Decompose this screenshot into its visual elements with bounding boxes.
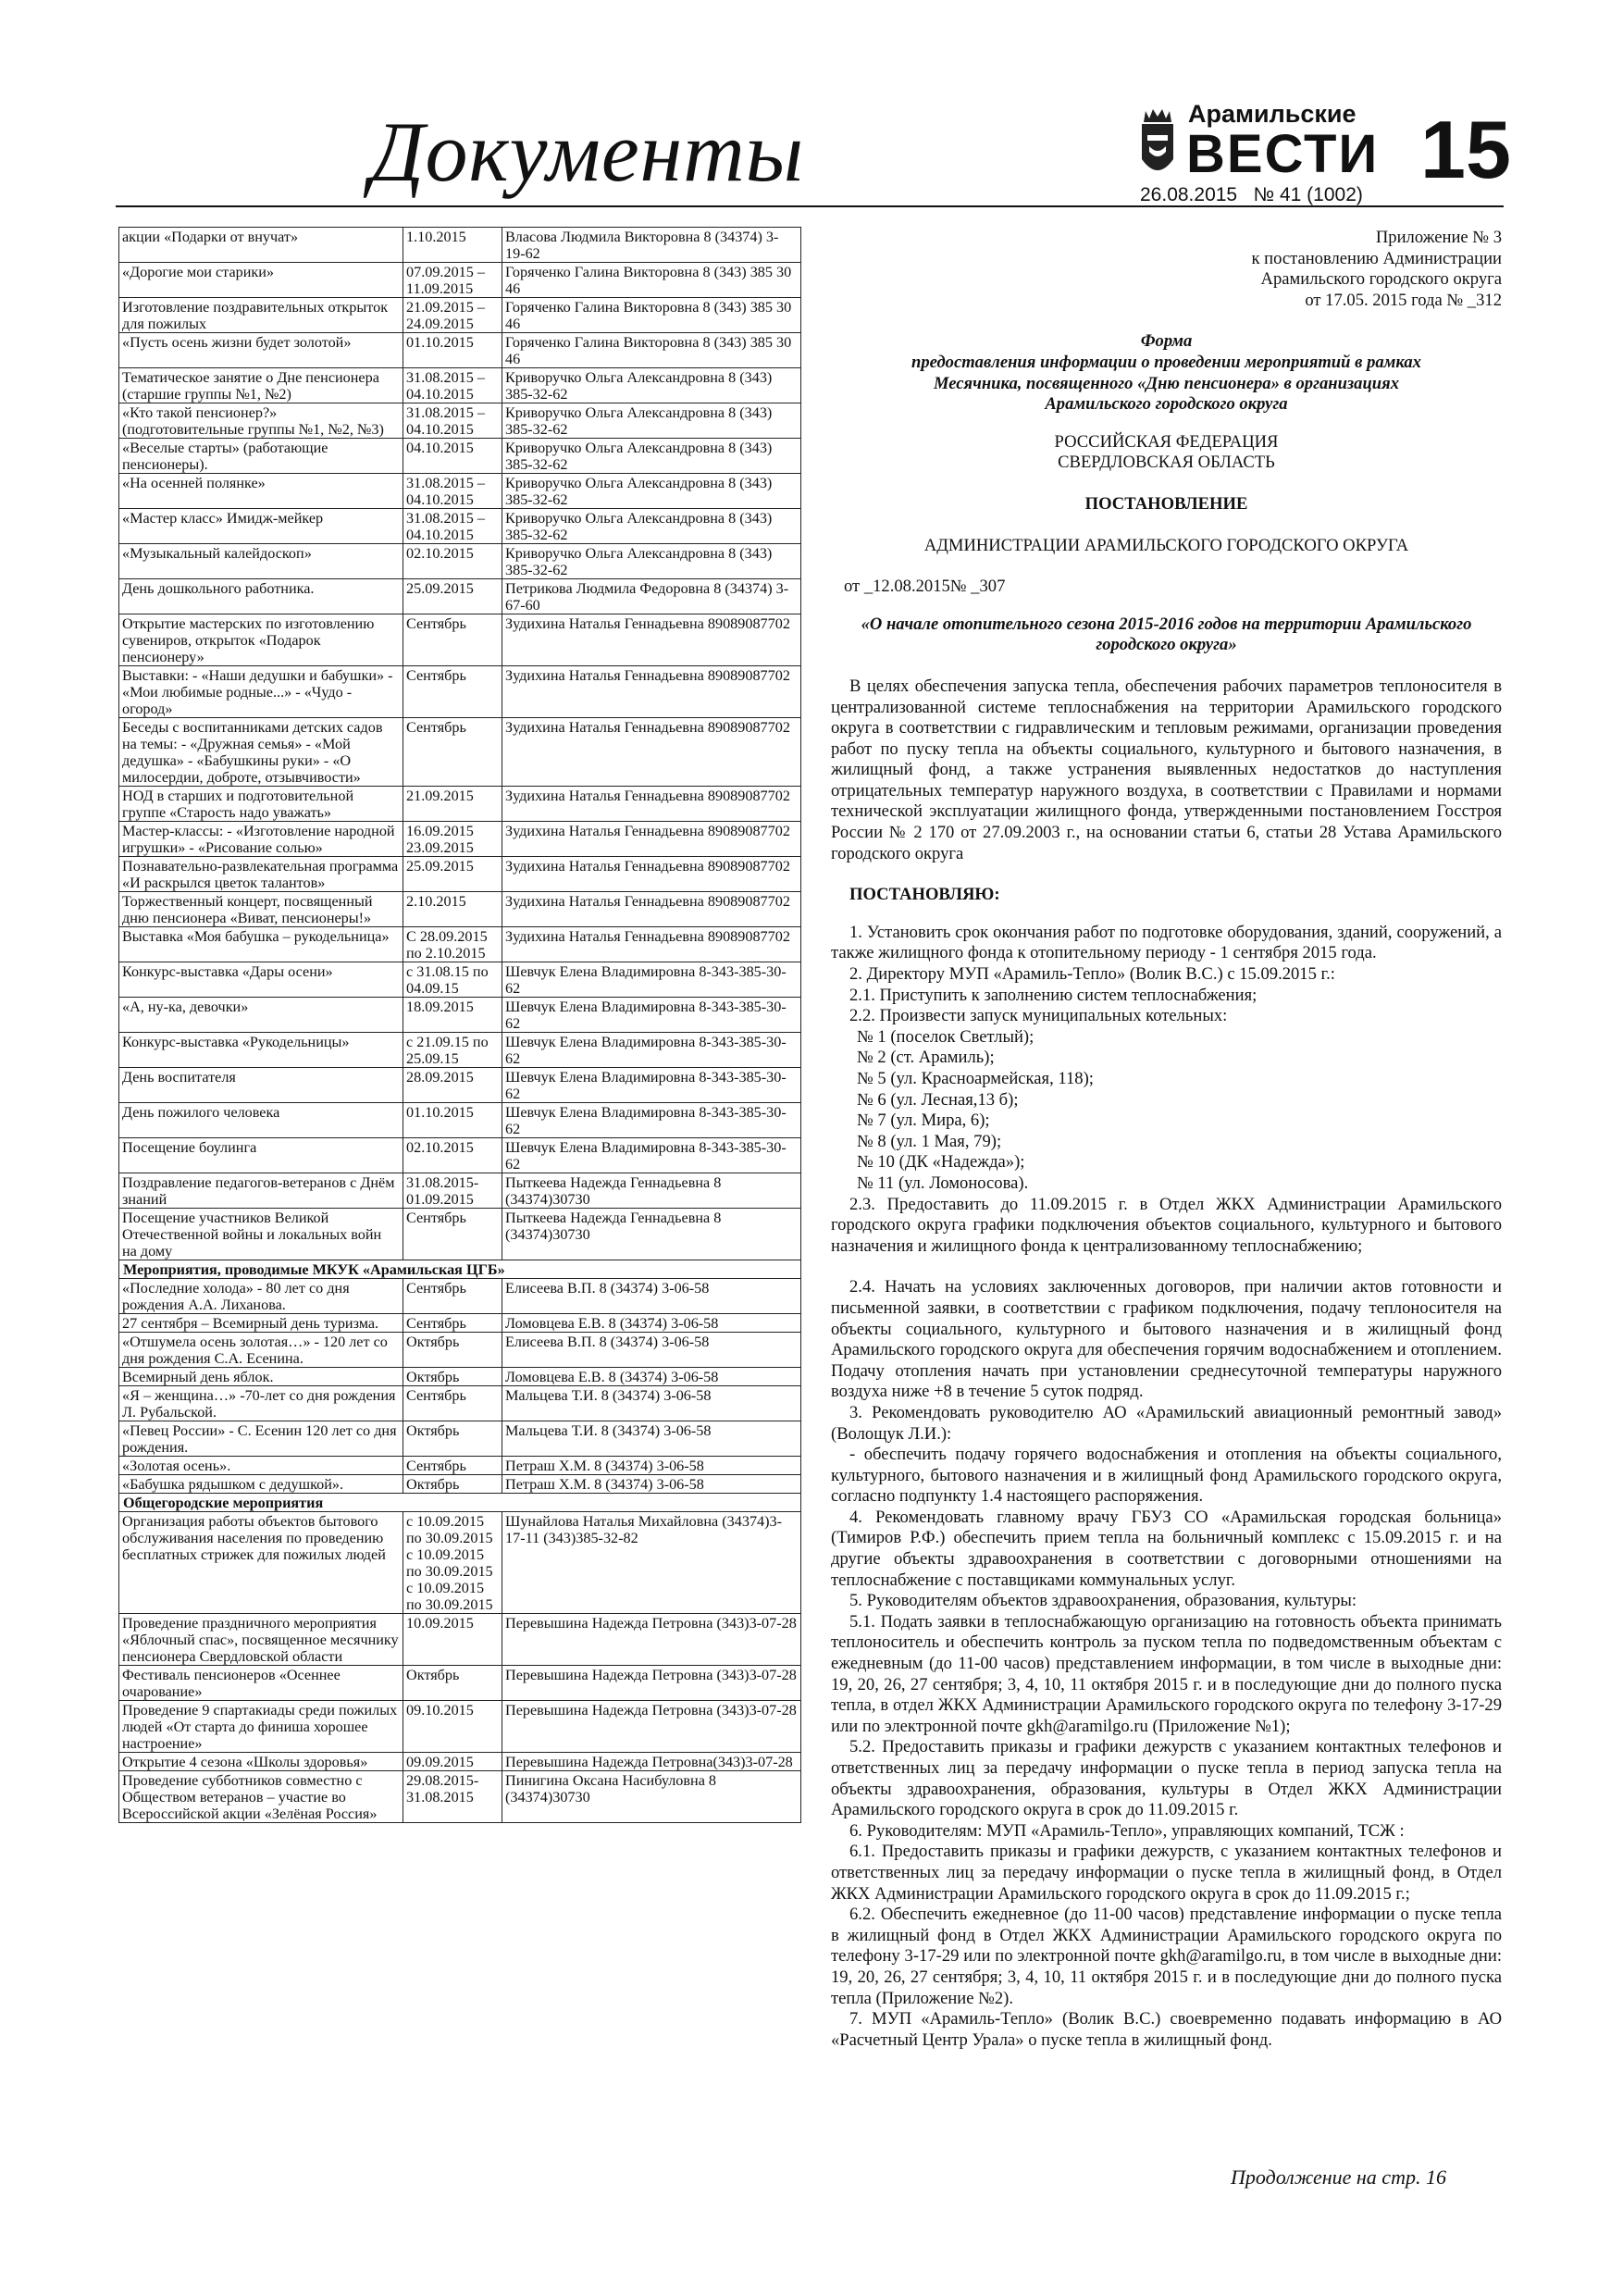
event-cell: Познавательно-развлекательная программа «И раскрылся цветок талантов»	[119, 857, 403, 892]
paragraph-2-2: 2.2. Произвести запуск муниципальных котельных:	[849, 1006, 1228, 1026]
date-cell: 31.08.2015 – 04.10.2015	[403, 403, 502, 439]
coat-of-arms-icon	[1136, 104, 1179, 183]
event-cell: Беседы с воспитанниками детских садов на темы: - «Дружная семья» - «Мой дедушка» - «Бабушкины руки» - «О милосердии, доброте, отзывчивости»	[119, 718, 403, 787]
appendix-block	[831, 228, 1502, 311]
contact-cell: Перевышина Надежда Петровна (343)3-07-28	[502, 1614, 801, 1666]
table-row	[119, 962, 801, 998]
date-cell: 25.09.2015	[403, 579, 502, 614]
contact-cell: Шевчук Елена Владимировна 8-343-385-30-62	[502, 998, 801, 1033]
date-cell: 09.10.2015	[403, 1701, 502, 1753]
event-cell: «Отшумела осень золотая…» - 120 лет со дня рождения С.А. Есенина.	[119, 1333, 403, 1368]
brand-top-line: Арамильские	[1188, 100, 1357, 128]
table-row	[119, 439, 801, 474]
event-cell: «Последние холода» - 80 лет со дня рождения А.А. Лиханова.	[119, 1279, 403, 1314]
contact-cell: Криворучко Ольга Александровна 8 (343) 385-32-62	[502, 403, 801, 439]
contact-cell: Шевчук Елена Владимировна 8-343-385-30-62	[502, 1103, 801, 1138]
date-cell: Сентябрь	[403, 614, 502, 666]
table-row	[119, 1368, 801, 1386]
table-row	[119, 718, 801, 787]
table-section-row	[119, 1494, 801, 1512]
contact-cell: Шевчук Елена Владимировна 8-343-385-30-62	[502, 1033, 801, 1068]
contact-cell: Горяченко Галина Викторовна 8 (343) 385 30 46	[502, 333, 801, 368]
form-title-line: Форма	[1140, 331, 1193, 352]
contact-cell: Елисеева В.П. 8 (34374) 3-06-58	[502, 1333, 801, 1368]
contact-cell: Петрикова Людмила Федоровна 8 (34374) 3-67-60	[502, 579, 801, 614]
events-table-body	[119, 228, 801, 1823]
event-cell: День дошкольного работника.	[119, 579, 403, 614]
date-cell: Сентябрь	[403, 718, 502, 787]
event-cell: Выставка «Моя бабушка – рукодельница»	[119, 927, 403, 962]
contact-cell: Шевчук Елена Владимировна 8-343-385-30-62	[502, 962, 801, 998]
date-cell: с 10.09.2015 по 30.09.2015 с 10.09.2015 по 30.09.2015 с 10.09.2015 по 30.09.2015	[403, 1512, 502, 1614]
paragraph-3: 3. Рекомендовать руководителю АО «Арамильский авиационный ремонтный завод» (Волощук Л.И.):	[831, 1402, 1502, 1444]
date-cell: 31.08.2015 – 04.10.2015	[403, 509, 502, 544]
date-cell: 02.10.2015	[403, 544, 502, 579]
table-row	[119, 1138, 801, 1173]
date-cell: 01.10.2015	[403, 1103, 502, 1138]
resolve-word: ПОСТАНОВЛЯЮ:	[849, 885, 1000, 905]
paragraph-7: 7. МУП «Арамиль-Тепло» (Волик В.С.) своевременно подавать информацию в АО «Расчетный Центр Урала» о пуске тепла в жилищный фонд.	[831, 2009, 1502, 2050]
table-row	[119, 403, 801, 439]
table-row	[119, 1033, 801, 1068]
table-row	[119, 474, 801, 509]
resolution-header	[831, 432, 1502, 556]
appendix-line: к постановлению Администрации	[1251, 248, 1502, 268]
table-row	[119, 509, 801, 544]
contact-cell: Шевчук Елена Владимировна 8-343-385-30-62	[502, 1068, 801, 1103]
date-cell: Октябрь	[403, 1666, 502, 1701]
date-cell: 18.09.2015	[403, 998, 502, 1033]
contact-cell: Зудихина Наталья Геннадьевна 89089087702	[502, 718, 801, 787]
date-cell: 16.09.2015 23.09.2015	[403, 822, 502, 857]
boiler-item: № 11 (ул. Ломоносова).	[857, 1173, 1029, 1193]
contact-cell: Пыткеева Надежда Геннадьевна 8 (34374)30730	[502, 1209, 801, 1260]
appendix-line: Арамильского городского округа	[1260, 269, 1502, 290]
contact-cell: Горяченко Галина Викторовна 8 (343) 385 30 46	[502, 298, 801, 333]
section-heading: Мероприятия, проводимые МКУК «Арамильская ЦГБ»	[119, 1260, 801, 1279]
date-cell: Октябрь	[403, 1368, 502, 1386]
table-row	[119, 892, 801, 927]
table-row	[119, 1512, 801, 1614]
doc-type: ПОСТАНОВЛЕНИЕ	[1084, 493, 1248, 514]
section-heading: Общегородские мероприятия	[119, 1494, 801, 1512]
date-cell: Сентябрь	[403, 1279, 502, 1314]
contact-cell: Криворучко Ольга Александровна 8 (343) 385-32-62	[502, 439, 801, 474]
paragraph-5-1: 5.1. Подать заявки в теплоснабжающую организацию на готовность объекта принимать теплоноситель и обеспечить контроль за пуском тепла по подведомственным объектам с ежедневным (до 11-00 часов) представлением информации, в том числе в выходные дни: 19, 20, 26, 27 сентября; 3, 4, 10, 11 октября 2015 г. и в последующие дни до полного пуска тепла, в отдел ЖКХ Администрации Арамильского городского округа по телефону 3-17-29 или по электронной почте gkh@aramilgo.ru (Приложение №1);	[831, 1611, 1502, 1736]
table-row	[119, 927, 801, 962]
event-cell: Организация работы объектов бытового обслуживания населения по проведению бесплатных стрижек для пожилых людей	[119, 1512, 403, 1614]
contact-cell: Шевчук Елена Владимировна 8-343-385-30-62	[502, 1138, 801, 1173]
date-cell: 02.10.2015	[403, 1138, 502, 1173]
table-row	[119, 998, 801, 1033]
event-cell: «А, ну-ка, девочки»	[119, 998, 403, 1033]
region-line: СВЕРДЛОВСКАЯ ОБЛАСТЬ	[1058, 453, 1275, 473]
date-cell: Сентябрь	[403, 1314, 502, 1333]
event-cell: День пожилого человека	[119, 1103, 403, 1138]
date-cell: 31.08.2015 – 04.10.2015	[403, 368, 502, 403]
table-section-row	[119, 1260, 801, 1279]
table-row	[119, 822, 801, 857]
date-cell: Сентябрь	[403, 1209, 502, 1260]
contact-cell: Елисеева В.П. 8 (34374) 3-06-58	[502, 1279, 801, 1314]
event-cell: акции «Подарки от внучат»	[119, 228, 403, 263]
event-cell: Открытие 4 сезона «Школы здоровья»	[119, 1753, 403, 1771]
table-row	[119, 1666, 801, 1701]
boiler-item: № 5 (ул. Красноармейская, 118);	[857, 1069, 1094, 1088]
event-cell: Посещение участников Великой Отечественной войны и локальных войн на дому	[119, 1209, 403, 1260]
date-cell: 31.08.2015 – 04.10.2015	[403, 474, 502, 509]
date-cell: 29.08.2015- 31.08.2015	[403, 1771, 502, 1823]
event-cell: Конкурс-выставка «Рукодельницы»	[119, 1033, 403, 1068]
table-row	[119, 579, 801, 614]
paragraph-2-4: 2.4. Начать на условиях заключенных договоров, при наличии актов готовности и письменной заявки, в соответствии с графиком подключения, подачу теплоносителя на объекты социального, культурного и бытового назначения и в жилищный фонд Арамильского городского округа для обеспечения горячим водоснабжением и отоплением. Подачу отопления начать при установлении среднесуточной температуры наружного воздуха ниже +8 в течение 5 суток подряд.	[831, 1277, 1502, 1402]
date-cell: Сентябрь	[403, 1386, 502, 1421]
paragraph-6-2: 6.2. Обеспечить ежедневное (до 11-00 часов) представление информации о пуске тепла в жилищный фонд в Отдел ЖКХ Администрации Арамильского городского округа по телефону 3-17-29 или по электронной почте gkh@aramilgo.ru, в том числе в выходные дни: 19, 20, 26, 27 сентября; 3, 4, 10, 11 октября 2015 г. и в последующие дни до полного пуска тепла (Приложение №2).	[831, 1905, 1502, 2008]
table-row	[119, 1475, 801, 1494]
paragraph-6-1: 6.1. Предоставить приказы и графики дежурств, с указанием контактных телефонов и ответственных лиц за передачу информации о пуске тепла в жилищный фонд, в Отдел ЖКХ Администрации Арамильского городского округа в срок до 11.09.2015 г.;	[831, 1842, 1502, 1904]
event-cell: «На осенней полянке»	[119, 474, 403, 509]
event-cell: Проведение 9 спартакиады среди пожилых людей «От старта до финиша хорошее настроение»	[119, 1701, 403, 1753]
paragraph-6: 6. Руководителям: МУП «Арамиль-Тепло», управляющих компаний, ТСЖ :	[849, 1820, 1405, 1841]
paragraph-1: 1. Установить срок окончания работ по подготовке оборудования, зданий, сооружений, а также жилищного фонда к отопительному периоду - 1 сентября 2015 года.	[831, 922, 1502, 963]
issue-info	[1140, 184, 1363, 206]
paragraph-5: 5. Руководителям объектов здравоохранения, образования, культуры:	[849, 1591, 1357, 1611]
boiler-item: № 8 (ул. 1 Мая, 79);	[857, 1131, 1002, 1151]
event-cell: «Золотая осень».	[119, 1457, 403, 1475]
form-title	[831, 331, 1502, 415]
section-title: Документы	[370, 105, 805, 199]
event-cell: «Бабушка рядышком с дедушкой».	[119, 1475, 403, 1494]
event-cell: Проведение субботников совместно с Обществом ветеранов – участие во Всероссийской акции «Зелёная Россия»	[119, 1771, 403, 1823]
form-title-line: предоставления информации о проведении мероприятий в рамках Месячника, посвященного «Дню пенсионера» в организациях	[911, 352, 1421, 393]
appendix-line: от 17.05. 2015 года № _312	[1305, 290, 1502, 310]
contact-cell: Зудихина Наталья Геннадьевна 89089087702	[502, 822, 801, 857]
boiler-list	[831, 1027, 1502, 1195]
table-row	[119, 1103, 801, 1138]
event-cell: «Певец России» - С. Есенин 120 лет со дня рождения.	[119, 1421, 403, 1457]
date-cell: Октябрь	[403, 1421, 502, 1457]
date-cell: Октябрь	[403, 1475, 502, 1494]
event-cell: НОД в старших и подготовительной группе «Старость надо уважать»	[119, 787, 403, 822]
contact-cell: Перевышина Надежда Петровна (343)3-07-28	[502, 1701, 801, 1753]
boiler-item: № 7 (ул. Мира, 6);	[857, 1111, 990, 1131]
event-cell: Тематическое занятие о Дне пенсионера (старшие группы №1, №2)	[119, 368, 403, 403]
paragraph-3-a: - обеспечить подачу горячего водоснабжения и отопления на объекты социального, культурного, бытового назначения и в жилищный фонд Арамильского городского округа, согласно подпункту 1.4 настоящего распоряжения.	[831, 1445, 1502, 1507]
date-cell: 04.10.2015	[403, 439, 502, 474]
contact-cell: Власова Людмила Викторовна 8 (34374) 3-19-62	[502, 228, 801, 263]
contact-cell: Криворучко Ольга Александровна 8 (343) 385-32-62	[502, 368, 801, 403]
appendix-line: Приложение № 3	[1375, 228, 1502, 247]
table-row	[119, 298, 801, 333]
boiler-item: № 2 (ст. Арамиль);	[857, 1048, 995, 1068]
table-row	[119, 787, 801, 822]
contact-cell: Мальцева Т.И. 8 (34374) 3-06-58	[502, 1386, 801, 1421]
contact-cell: Петраш Х.М. 8 (34374) 3-06-58	[502, 1457, 801, 1475]
boiler-item: № 10 (ДК «Надежда»);	[857, 1152, 1025, 1173]
authority-line: АДМИНИСТРАЦИИ АРАМИЛЬСКОГО ГОРОДСКОГО ОКРУГА	[923, 535, 1409, 555]
date-cell: с 21.09.15 по 25.09.15	[403, 1033, 502, 1068]
paragraph-2-3: 2.3. Предоставить до 11.09.2015 г. в Отдел ЖКХ Администрации Арамильского городского округа графики подключения объектов социального, культурного и бытового назначения и жилищного фонда к централизованному теплоснабжению;	[831, 1194, 1502, 1256]
date-cell: 07.09.2015 – 11.09.2015	[403, 263, 502, 298]
event-cell: «Кто такой пенсионер?» (подготовительные группы №1, №2, №3)	[119, 403, 403, 439]
table-row	[119, 1753, 801, 1771]
contact-cell: Петраш Х.М. 8 (34374) 3-06-58	[502, 1475, 801, 1494]
events-table	[118, 227, 801, 1823]
contact-cell: Перевышина Надежда Петровна(343)3-07-28	[502, 1753, 801, 1771]
table-row	[119, 1068, 801, 1103]
event-cell: «Мастер класс» Имидж-мейкер	[119, 509, 403, 544]
date-cell: 01.10.2015	[403, 333, 502, 368]
date-cell: 2.10.2015	[403, 892, 502, 927]
contact-cell: Криворучко Ольга Александровна 8 (343) 385-32-62	[502, 544, 801, 579]
table-row	[119, 857, 801, 892]
contact-cell: Пинигина Оксана Насибуловна 8 (34374)30730	[502, 1771, 801, 1823]
table-row	[119, 1314, 801, 1333]
table-row	[119, 368, 801, 403]
event-cell: Торжественный концерт, посвященный дню пенсионера «Виват, пенсионеры!»	[119, 892, 403, 927]
event-cell: Проведение праздничного мероприятия «Яблочный спас», посвященное месячнику пенсионера Свердловской области	[119, 1614, 403, 1666]
event-cell: Конкурс-выставка «Дары осени»	[119, 962, 403, 998]
contact-cell: Зудихина Наталья Геннадьевна 89089087702	[502, 666, 801, 718]
event-cell: «Пусть осень жизни будет золотой»	[119, 333, 403, 368]
boiler-item: № 6 (ул. Лесная,13 б);	[857, 1089, 1019, 1110]
event-cell: Фестиваль пенсионеров «Осеннее очарование»	[119, 1666, 403, 1701]
contact-cell: Шунайлова Наталья Михайловна (34374)3-17-11 (343)385-32-82	[502, 1512, 801, 1614]
event-cell: «Музыкальный калейдоскоп»	[119, 544, 403, 579]
right-column	[831, 228, 1502, 2051]
date-cell: 10.09.2015	[403, 1614, 502, 1666]
event-cell: Выставки: - «Наши дедушки и бабушки» - «Мои любимые родные...» - «Чудо - огород»	[119, 666, 403, 718]
preamble: В целях обеспечения запуска тепла, обеспечения рабочих параметров теплоносителя в централизованной системе теплоснабжения на территории Арамильского городского округа в соответствии с гидравлическим и тепловым режимами, организации проведения работ по пуску тепла на объекты социального, культурного и бытового назначения, в жилищный фонд, а также устранения выявленных недостатков до наступления отрицательных температур наружного воздуха, в соответствии с Правилами и нормами технической эксплуатации жилищного фонда, утвержденными постановлением Госстроя России № 2 170 от 27.09.2003 г., на основании статьи 6, статьи 28 Устава Арамильского городского округа	[831, 676, 1502, 863]
date-cell: 21.09.2015	[403, 787, 502, 822]
table-row	[119, 1614, 801, 1666]
date-cell: 09.09.2015	[403, 1753, 502, 1771]
contact-cell: Зудихина Наталья Геннадьевна 89089087702	[502, 614, 801, 666]
resolution-title: «О начале отопительного сезона 2015-2016 годов на территории Арамильского городского округа»	[861, 614, 1472, 655]
table-row	[119, 228, 801, 263]
table-row	[119, 666, 801, 718]
date-cell: Сентябрь	[403, 1457, 502, 1475]
newspaper-logo	[1136, 100, 1380, 188]
event-cell: Посещение боулинга	[119, 1138, 403, 1173]
date-cell: 1.10.2015	[403, 228, 502, 263]
paragraph-2-1: 2.1. Приступить к заполнению систем теплоснабжения;	[849, 985, 1258, 1005]
date-cell: 21.09.2015 – 24.09.2015	[403, 298, 502, 333]
brand-name: ВЕСТИ	[1186, 124, 1380, 184]
date-cell: 25.09.2015	[403, 857, 502, 892]
event-cell: «Я – женщина…» -70-лет со дня рождения Л. Рубальской.	[119, 1386, 403, 1421]
contact-cell: Перевышина Надежда Петровна (343)3-07-28	[502, 1666, 801, 1701]
continuation-note: Продолжение на стр. 16	[1231, 2166, 1446, 2189]
issue-date: 26.08.2015	[1140, 184, 1238, 205]
table-row	[119, 614, 801, 666]
date-cell: 31.08.2015- 01.09.2015	[403, 1173, 502, 1209]
page-number: 15	[1420, 104, 1511, 195]
table-row	[119, 1209, 801, 1260]
table-row	[119, 1421, 801, 1457]
paragraph-4: 4. Рекомендовать главному врачу ГБУЗ СО «Арамильская городская больница» (Тимиров Р.Ф.) обеспечить прием тепла на больничный комплекс с 15.09.2015 г. и на другие объекты здравоохранения в соответствии с договорными отношениями на теплоснабжение с поставщиками коммунальных услуг.	[831, 1507, 1502, 1590]
contact-cell: Криворучко Ольга Александровна 8 (343) 385-32-62	[502, 509, 801, 544]
event-cell: День воспитателя	[119, 1068, 403, 1103]
table-row	[119, 1701, 801, 1753]
event-cell: Открытие мастерских по изготовлению сувениров, открыток «Подарок пенсионеру»	[119, 614, 403, 666]
date-cell: с 31.08.15 по 04.09.15	[403, 962, 502, 998]
date-cell: Сентябрь	[403, 666, 502, 718]
event-cell: Изготовление поздравительных открыток для пожилых	[119, 298, 403, 333]
table-row	[119, 333, 801, 368]
contact-cell: Зудихина Наталья Геннадьевна 89089087702	[502, 857, 801, 892]
event-cell: 27 сентября – Всемирный день туризма.	[119, 1314, 403, 1333]
table-row	[119, 1457, 801, 1475]
contact-cell: Зудихина Наталья Геннадьевна 89089087702	[502, 892, 801, 927]
country-line: РОССИЙСКАЯ ФЕДЕРАЦИЯ	[1054, 431, 1279, 452]
contact-cell: Криворучко Ольга Александровна 8 (343) 385-32-62	[502, 474, 801, 509]
event-cell: Всемирный день яблок.	[119, 1368, 403, 1386]
paragraph-2: 2. Директору МУП «Арамиль-Тепло» (Волик В.С.) с 15.09.2015 г.:	[849, 964, 1335, 985]
resolution-date-number: от _12.08.2015№ _307	[844, 577, 1006, 597]
contact-cell: Зудихина Наталья Геннадьевна 89089087702	[502, 927, 801, 962]
date-cell: 28.09.2015	[403, 1068, 502, 1103]
date-cell: Октябрь	[403, 1333, 502, 1368]
table-row	[119, 544, 801, 579]
contact-cell: Пыткеева Надежда Геннадьевна 8 (34374)30730	[502, 1173, 801, 1209]
contact-cell: Ломовцева Е.В. 8 (34374) 3-06-58	[502, 1314, 801, 1333]
table-row	[119, 1173, 801, 1209]
event-cell: Мастер-классы: - «Изготовление народной игрушки» - «Рисование солью»	[119, 822, 403, 857]
contact-cell: Горяченко Галина Викторовна 8 (343) 385 30 46	[502, 263, 801, 298]
date-cell: С 28.09.2015 по 2.10.2015	[403, 927, 502, 962]
event-cell: Поздравление педагогов-ветеранов с Днём знаний	[119, 1173, 403, 1209]
table-row	[119, 263, 801, 298]
event-cell: «Дорогие мои старики»	[119, 263, 403, 298]
form-title-line: Арамильского городского округа	[1045, 394, 1288, 415]
paragraph-5-2: 5.2. Предоставить приказы и графики дежурств с указанием контактных телефонов и ответственных лиц за передачу информации о пуске тепла в период запуска тепла на объекты здравоохранения, образования, культуры в Отдел ЖКХ Администрации Арамильского городского округа в срок до 11.09.2015 г.	[831, 1737, 1502, 1820]
contact-cell: Зудихина Наталья Геннадьевна 89089087702	[502, 787, 801, 822]
contact-cell: Ломовцева Е.В. 8 (34374) 3-06-58	[502, 1368, 801, 1386]
boiler-item: № 1 (поселок Светлый);	[857, 1026, 1035, 1047]
table-row	[119, 1333, 801, 1368]
table-row	[119, 1279, 801, 1314]
contact-cell: Мальцева Т.И. 8 (34374) 3-06-58	[502, 1421, 801, 1457]
table-row	[119, 1386, 801, 1421]
issue-number: № 41 (1002)	[1253, 184, 1363, 205]
event-cell: «Веселые старты» (работающие пенсионеры).	[119, 439, 403, 474]
table-row	[119, 1771, 801, 1823]
